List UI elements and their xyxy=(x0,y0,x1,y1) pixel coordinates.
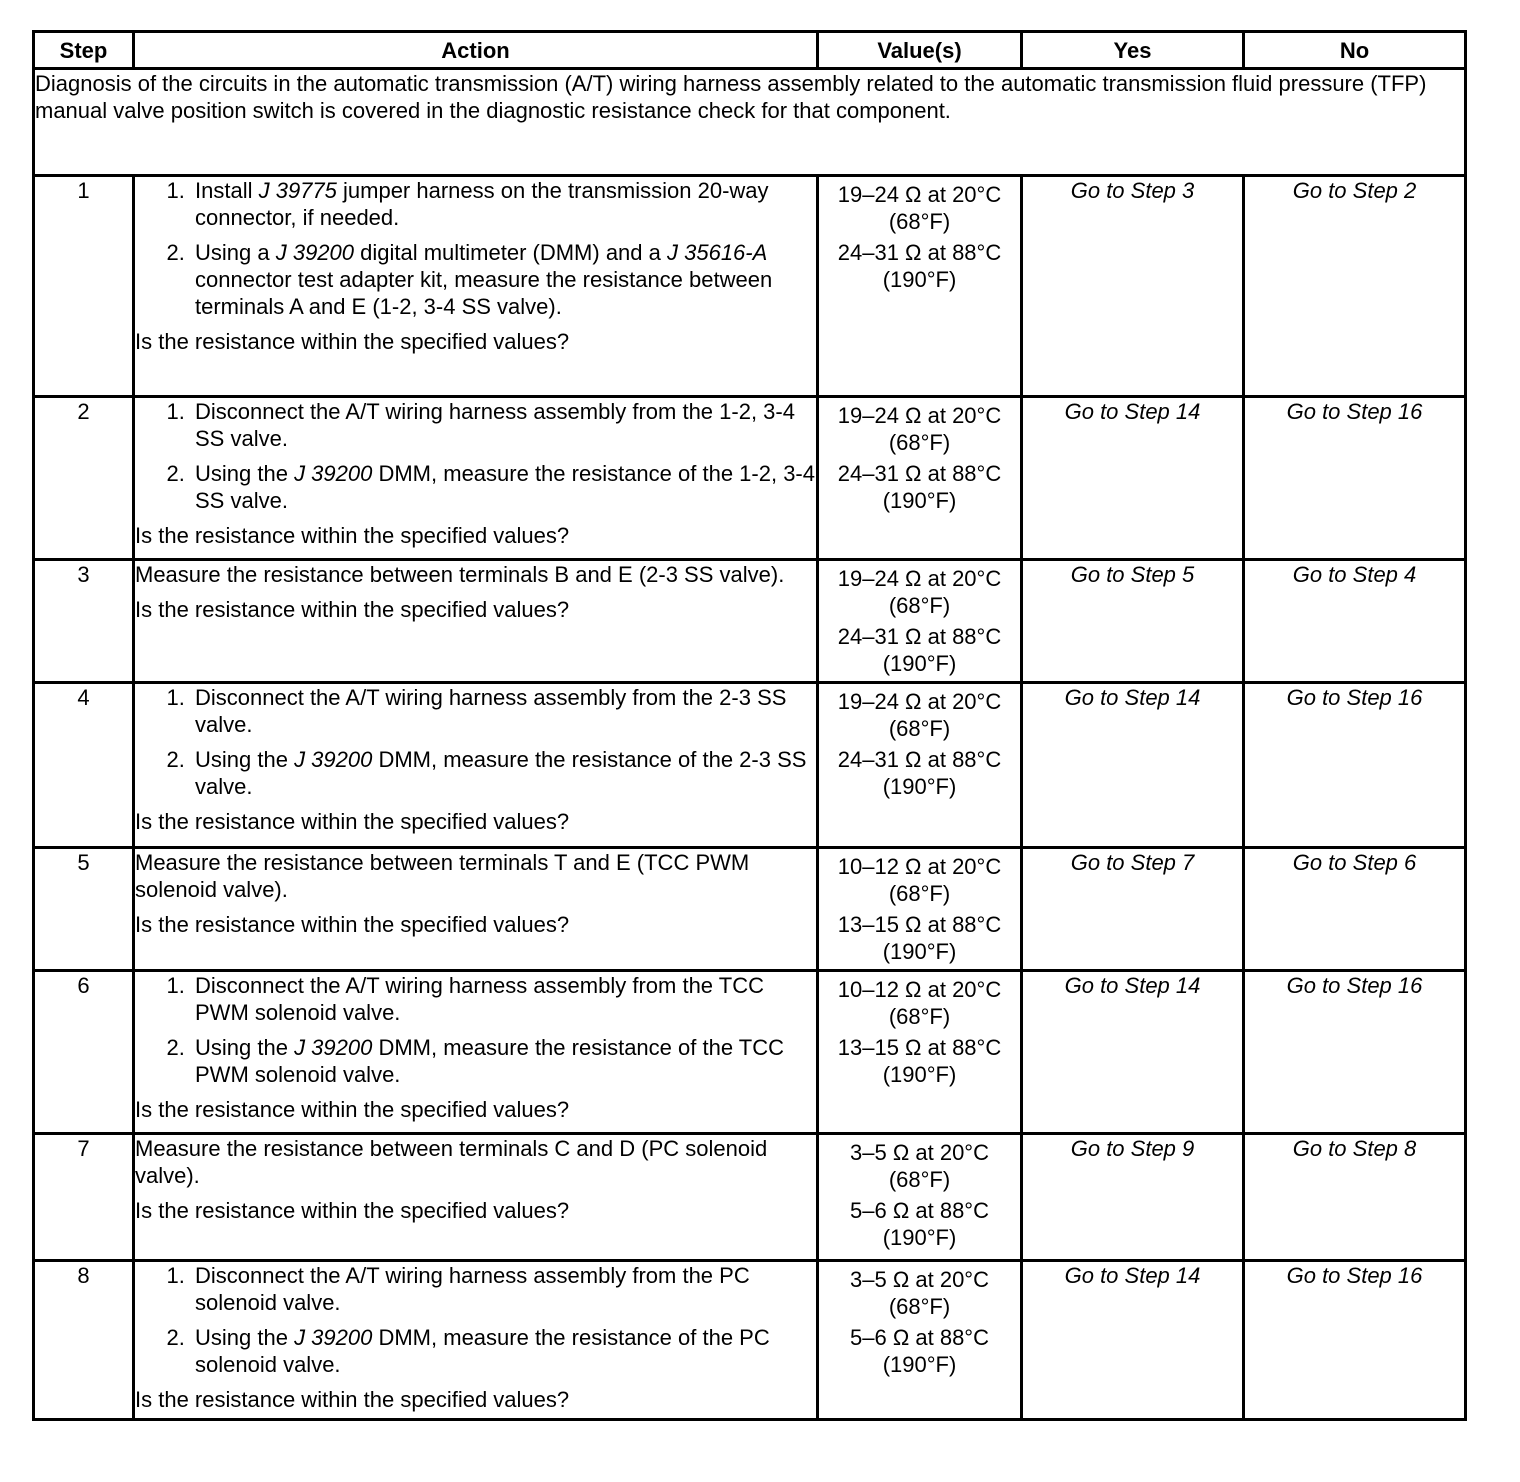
yes-action: Go to Step 14 xyxy=(1022,971,1244,1134)
tool-reference: J 39200 xyxy=(294,461,373,486)
no-action: Go to Step 16 xyxy=(1244,971,1466,1134)
action-cell xyxy=(134,176,818,397)
yes-action: Go to Step 5 xyxy=(1022,560,1244,683)
substep: 1. Disconnect the A/T wiring harness assembly from the 2-3 SS valve. xyxy=(191,684,816,738)
values-cell xyxy=(818,683,1022,848)
substep: 2. Using a J 39200 digital multimeter (DMM) and a J 35616-A connector test adapter kit, measure the resistance between terminals A and E (1-2, 3-4 SS valve). xyxy=(191,239,816,320)
table-row xyxy=(34,683,1466,848)
table-row xyxy=(34,848,1466,971)
values-cell xyxy=(818,1261,1022,1420)
step-number: 7 xyxy=(34,1134,134,1261)
tool-reference: J 35616-A xyxy=(667,240,768,265)
question-text: Is the resistance within the specified values? xyxy=(135,523,570,548)
tool-reference: J 39200 xyxy=(294,1035,373,1060)
tool-reference: J 39200 xyxy=(294,747,373,772)
table-row xyxy=(34,560,1466,683)
tool-reference: J 39200 xyxy=(275,240,355,265)
step-number: 8 xyxy=(34,1261,134,1420)
action-description: Measure the resistance between terminals B and E (2-3 SS valve). xyxy=(135,562,785,587)
action-cell xyxy=(134,560,818,683)
tool-reference: J 39775 xyxy=(258,178,337,203)
substep: 1. Disconnect the A/T wiring harness assembly from the TCC PWM solenoid valve. xyxy=(191,972,816,1026)
substep: 2. Using the J 39200 DMM, measure the resistance of the 2-3 SS valve. xyxy=(191,746,816,800)
no-action: Go to Step 2 xyxy=(1244,176,1466,397)
substep: 1. Disconnect the A/T wiring harness assembly from the PC solenoid valve. xyxy=(191,1262,816,1316)
value-high-temp: 24–31 Ω at 88°C (190°F) xyxy=(837,461,1002,513)
yes-action: Go to Step 14 xyxy=(1022,1261,1244,1420)
substep: 2. Using the J 39200 DMM, measure the resistance of the PC solenoid valve. xyxy=(191,1324,816,1378)
value-high-temp: 13–15 Ω at 88°C (190°F) xyxy=(837,912,1002,964)
value-low-temp: 3–5 Ω at 20°C (68°F) xyxy=(850,1140,989,1192)
header-step: Step xyxy=(34,32,134,69)
yes-action: Go to Step 7 xyxy=(1022,848,1244,971)
no-action: Go to Step 16 xyxy=(1244,397,1466,560)
substep-list xyxy=(135,684,816,800)
question-text: Is the resistance within the specified values? xyxy=(135,809,570,834)
table-row xyxy=(34,1261,1466,1420)
substep: 2. Using the J 39200 DMM, measure the resistance of the 1-2, 3-4 SS valve. xyxy=(191,460,816,514)
value-high-temp: 24–31 Ω at 88°C (190°F) xyxy=(837,624,1002,676)
value-high-temp: 5–6 Ω at 88°C (190°F) xyxy=(850,1198,989,1250)
yes-action: Go to Step 14 xyxy=(1022,397,1244,560)
values-cell xyxy=(818,560,1022,683)
yes-action: Go to Step 9 xyxy=(1022,1134,1244,1261)
step-number: 5 xyxy=(34,848,134,971)
question-text: Is the resistance within the specified values? xyxy=(135,329,570,354)
value-low-temp: 19–24 Ω at 20°C (68°F) xyxy=(837,182,1002,234)
table-row xyxy=(34,1134,1466,1261)
diagnostic-table xyxy=(32,30,1467,1421)
value-high-temp: 24–31 Ω at 88°C (190°F) xyxy=(837,747,1002,799)
question-text: Is the resistance within the specified values? xyxy=(135,912,570,937)
value-low-temp: 3–5 Ω at 20°C (68°F) xyxy=(850,1267,989,1319)
action-cell xyxy=(134,1134,818,1261)
yes-action: Go to Step 14 xyxy=(1022,683,1244,848)
substep-list xyxy=(135,1262,816,1378)
value-high-temp: 24–31 Ω at 88°C (190°F) xyxy=(837,240,1002,292)
step-number: 1 xyxy=(34,176,134,397)
substep: 2. Using the J 39200 DMM, measure the resistance of the TCC PWM solenoid valve. xyxy=(191,1034,816,1088)
step-number: 3 xyxy=(34,560,134,683)
no-action: Go to Step 16 xyxy=(1244,1261,1466,1420)
values-cell xyxy=(818,848,1022,971)
value-high-temp: 13–15 Ω at 88°C (190°F) xyxy=(837,1035,1002,1087)
no-action: Go to Step 8 xyxy=(1244,1134,1466,1261)
question-text: Is the resistance within the specified values? xyxy=(135,1198,570,1223)
header-values: Value(s) xyxy=(818,32,1022,69)
header-row xyxy=(34,32,1466,69)
tool-reference: J 39200 xyxy=(294,1325,373,1350)
substep-list xyxy=(135,177,816,320)
header-no: No xyxy=(1244,32,1466,69)
value-low-temp: 19–24 Ω at 20°C (68°F) xyxy=(837,403,1002,455)
no-action: Go to Step 4 xyxy=(1244,560,1466,683)
substep-list xyxy=(135,972,816,1088)
values-cell xyxy=(818,971,1022,1134)
values-cell xyxy=(818,1134,1022,1261)
step-number: 4 xyxy=(34,683,134,848)
value-low-temp: 10–12 Ω at 20°C (68°F) xyxy=(837,977,1002,1029)
question-text: Is the resistance within the specified values? xyxy=(135,1097,570,1122)
action-cell xyxy=(134,848,818,971)
table-row xyxy=(34,397,1466,560)
table-row xyxy=(34,176,1466,397)
substep: 1. Install J 39775 jumper harness on the transmission 20-way connector, if needed. xyxy=(191,177,816,231)
intro-text: Diagnosis of the circuits in the automatic transmission (A/T) wiring harness assembly related to the automatic transmission fluid pressure (TFP) manual valve position switch is covered in the diagnostic resistance check for that component. xyxy=(34,69,1466,176)
intro-row xyxy=(34,69,1466,176)
question-text: Is the resistance within the specified values? xyxy=(135,1387,570,1412)
action-cell xyxy=(134,397,818,560)
no-action: Go to Step 16 xyxy=(1244,683,1466,848)
substep-list xyxy=(135,398,816,514)
yes-action: Go to Step 3 xyxy=(1022,176,1244,397)
value-low-temp: 19–24 Ω at 20°C (68°F) xyxy=(837,566,1002,618)
action-cell xyxy=(134,971,818,1134)
action-description: Measure the resistance between terminals C and D (PC solenoid valve). xyxy=(135,1136,768,1188)
step-number: 2 xyxy=(34,397,134,560)
value-high-temp: 5–6 Ω at 88°C (190°F) xyxy=(850,1325,989,1377)
action-description: Measure the resistance between terminals T and E (TCC PWM solenoid valve). xyxy=(135,850,750,902)
value-low-temp: 10–12 Ω at 20°C (68°F) xyxy=(837,854,1002,906)
no-action: Go to Step 6 xyxy=(1244,848,1466,971)
question-text: Is the resistance within the specified values? xyxy=(135,597,570,622)
values-cell xyxy=(818,176,1022,397)
values-cell xyxy=(818,397,1022,560)
step-number: 6 xyxy=(34,971,134,1134)
action-cell xyxy=(134,1261,818,1420)
value-low-temp: 19–24 Ω at 20°C (68°F) xyxy=(837,689,1002,741)
action-cell xyxy=(134,683,818,848)
substep: 1. Disconnect the A/T wiring harness assembly from the 1-2, 3-4 SS valve. xyxy=(191,398,816,452)
table-row xyxy=(34,971,1466,1134)
header-action: Action xyxy=(134,32,818,69)
header-yes: Yes xyxy=(1022,32,1244,69)
